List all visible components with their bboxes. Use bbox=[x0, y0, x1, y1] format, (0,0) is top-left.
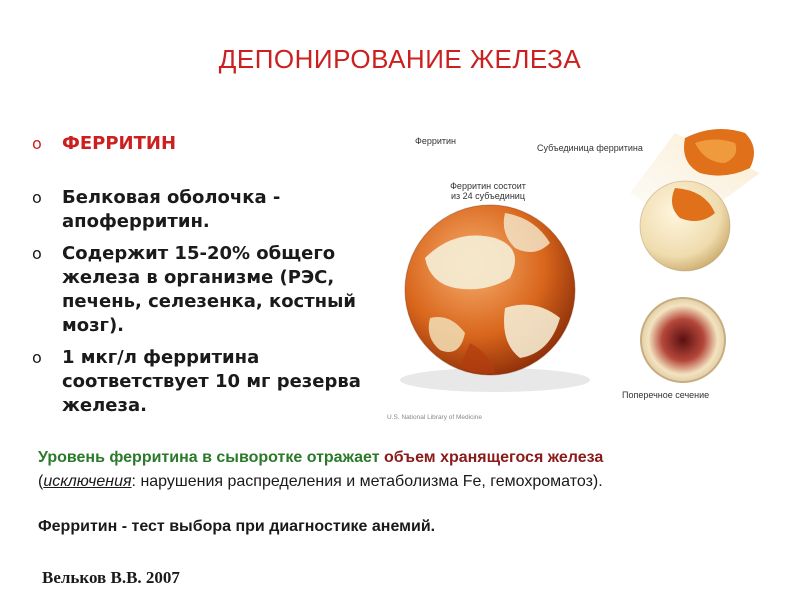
author-credit: Вельков В.В. 2007 bbox=[42, 568, 180, 587]
ferritin-sphere-large bbox=[405, 205, 575, 375]
ferritin-sphere-small bbox=[640, 181, 730, 271]
summary-part-1: Уровень ферритина в сыворотке отражает bbox=[38, 449, 384, 466]
summary-open-paren: ( bbox=[38, 473, 44, 490]
bullet-marker: o bbox=[32, 348, 42, 367]
bullet-text: ФЕРРИТИН bbox=[62, 133, 177, 154]
bullet-item-shell bbox=[32, 186, 377, 234]
bullet-text: 1 мкг/л ферритина соответствует 10 мг резерва железа. bbox=[62, 347, 361, 416]
image-credit: U.S. National Library of Medicine bbox=[387, 414, 483, 421]
label-consists bbox=[433, 181, 543, 201]
summary-exceptions: исключения bbox=[43, 473, 132, 490]
bullet-item-content bbox=[32, 242, 377, 338]
label-consists-line-2: из 24 субъединиц bbox=[451, 191, 525, 201]
bullet-text: Белковая оболочка - апоферритин. bbox=[62, 187, 281, 232]
bullet-list bbox=[32, 132, 377, 426]
label-subunit: Субъединица ферритина bbox=[537, 143, 643, 153]
summary-rest: : нарушения распределения и метаболизма Fe, гемохроматоз). bbox=[131, 473, 603, 490]
bullet-item-ferritin bbox=[32, 132, 377, 156]
label-consists-line-1: Ферритин состоит bbox=[450, 181, 526, 191]
label-ferritin: Ферритин bbox=[415, 136, 457, 146]
slide-title: ДЕПОНИРОВАНИЕ ЖЕЛЕЗА bbox=[218, 44, 582, 74]
ferritin-cross-section bbox=[641, 298, 725, 382]
ferritin-illustration bbox=[385, 118, 790, 438]
bullet-marker: o bbox=[32, 244, 42, 263]
bullet-marker: o bbox=[32, 188, 42, 207]
bullet-marker: o bbox=[32, 134, 42, 153]
label-cross-section: Поперечное сечение bbox=[622, 390, 710, 400]
summary-part-2: объем хранящегося железа bbox=[383, 449, 604, 466]
bullet-item-reserve bbox=[32, 346, 377, 418]
conclusion-text: Ферритин - тест выбора при диагностике анемий. bbox=[38, 518, 436, 535]
ferritin-subunit bbox=[684, 129, 754, 176]
bullet-text: Содержит 15-20% общего железа в организме (РЭС, печень, селезенка, костный мозг). bbox=[62, 243, 356, 336]
ferritin-diagram-svg bbox=[385, 118, 790, 438]
summary-paragraph bbox=[38, 446, 778, 494]
